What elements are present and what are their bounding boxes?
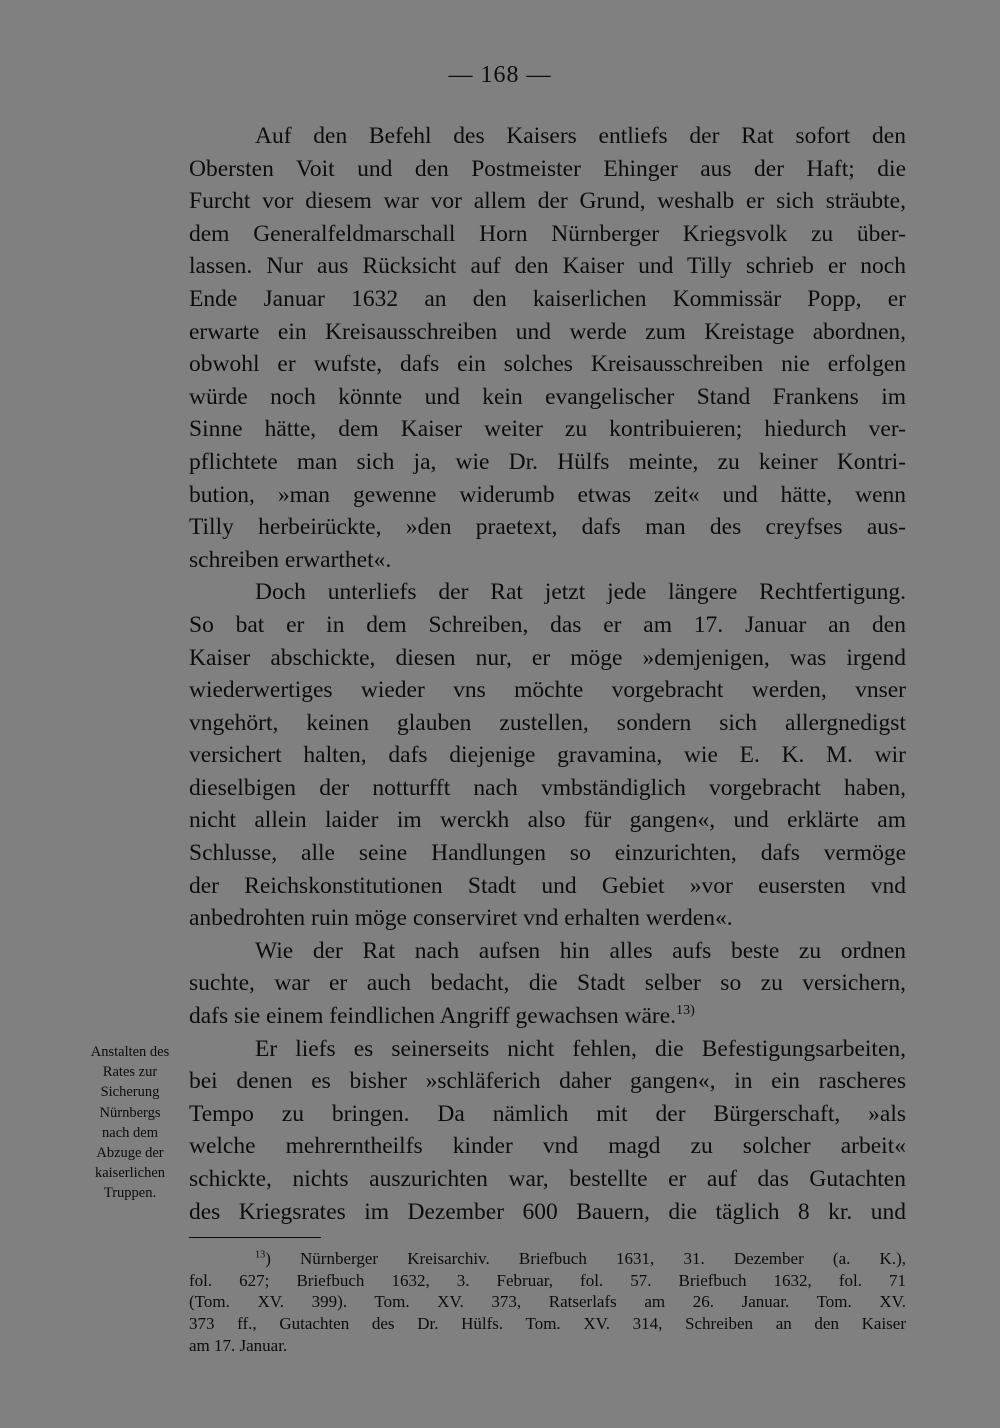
footnote-reference: 13) xyxy=(676,1002,695,1019)
footnotes xyxy=(189,1248,906,1356)
text-line: Tempo zu bringen. Da nämlich mit der Bürgerschaft, »als xyxy=(189,1100,906,1127)
text-line: Kaiser abschickte, diesen nur, er möge »demjenigen, was irgend xyxy=(189,644,906,671)
text-line: bution, »man gewenne widerumb etwas zeit« und hätte, wenn xyxy=(189,481,906,508)
footnote-line: fol. 627; Briefbuch 1632, 3. Februar, fol. 57. Briefbuch 1632, fol. 71 xyxy=(189,1270,906,1290)
margin-note-line: kaiserlichen xyxy=(94,1165,166,1182)
footnote-text: ) Nürnberger Kreisarchiv. Briefbuch 1631, 31. Dezember (a. K.), xyxy=(265,1249,906,1268)
text-line: Furcht vor diesem war vor allem der Grund, weshalb er sich sträubte, xyxy=(189,188,906,215)
footnote-line: (Tom. XV. 399). Tom. XV. 373, Ratserlafs am 26. Januar. Tom. XV. xyxy=(189,1292,906,1312)
text-line: versichert halten, dafs diejenige gravamina, wie E. K. M. wir xyxy=(189,742,906,769)
text-line: Ende Januar 1632 an den kaiserlichen Kommissär Popp, er xyxy=(189,285,906,312)
text-line: Schlusse, alle seine Handlungen so einzurichten, dafs vermöge xyxy=(189,840,906,867)
text-line: wiederwertiges wieder vns möchte vorgebracht werden, vnser xyxy=(189,677,906,704)
text-line: der Reichskonstitutionen Stadt und Gebiet »vor eusersten vnd xyxy=(189,872,906,899)
text-line: Er liefs es seinerseits nicht fehlen, die Befestigungsarbeiten, xyxy=(255,1035,906,1062)
text-line: dieselbigen der notturfft nach vmbständiglich vorgebracht haben, xyxy=(189,774,906,801)
footnote-line xyxy=(189,1248,906,1270)
text-line: erwarte ein Kreisausschreiben und werde zum Kreistage abordnen, xyxy=(189,318,906,345)
margin-note-line: Nürnbergs xyxy=(99,1104,161,1121)
margin-note-line: Anstalten des xyxy=(90,1044,170,1060)
footnote-line: 373 ff., Gutachten des Dr. Hülfs. Tom. XV. 314, Schreiben an den Kaiser xyxy=(189,1314,906,1334)
text-line: nicht allein laider im werckh also für gangen«, und erklärte am xyxy=(189,807,906,834)
text-line-with-footnote-ref xyxy=(189,1000,906,1033)
text-line: würde noch könnte und kein evangelischer Stand Frankens im xyxy=(189,383,906,410)
text-line: Obersten Voit und den Postmeister Ehinger aus der Haft; die xyxy=(189,155,906,182)
margin-note-line: Sicherung xyxy=(100,1084,160,1101)
margin-note xyxy=(74,1042,186,1204)
margin-note-line: nach dem xyxy=(102,1124,158,1141)
text-line: So bat er in dem Schreiben, das er am 17. Januar an den xyxy=(189,611,906,638)
footnote-divider xyxy=(189,1237,321,1238)
footnote-line: am 17. Januar. xyxy=(189,1335,288,1355)
text-line: pflichtete man sich ja, wie Dr. Hülfs meinte, zu keiner Kontri- xyxy=(189,448,906,475)
text-line: Doch unterliefs der Rat jetzt jede längere Rechtfertigung. xyxy=(255,579,906,606)
text-line: suchte, war er auch bedacht, die Stadt selber so zu versichern, xyxy=(189,970,906,997)
text-line: anbedrohten ruin möge conserviret vnd erhalten werden«. xyxy=(189,905,733,932)
text-line: Sinne hätte, dem Kaiser weiter zu kontribuieren; hiedurch ver- xyxy=(189,416,906,443)
text-line: schreiben erwarthet«. xyxy=(189,546,392,573)
margin-note-line: Rates zur xyxy=(102,1064,158,1081)
text-line: Auf den Befehl des Kaisers entliefs der Rat sofort den xyxy=(255,123,906,149)
text-line: dafs sie einem feindlichen Angriff gewachsen wäre. xyxy=(189,1003,677,1030)
footnote-number: 13 xyxy=(255,1249,266,1261)
text-line: Tilly herbeirückte, »den praetext, dafs man des creyfses aus- xyxy=(189,514,906,541)
text-line: dem Generalfeldmarschall Horn Nürnberger Kriegsvolk zu über- xyxy=(189,220,906,247)
text-line: bei denen es bisher »schläferich daher gangen«, in ein rascheres xyxy=(189,1068,906,1095)
text-line: obwohl er wufste, dafs ein solches Kreisausschreiben nie erfolgen xyxy=(189,351,906,378)
text-line: schickte, nichts auszurichten war, bestellte er auf das Gutachten xyxy=(189,1166,906,1192)
margin-note-line: Truppen. xyxy=(103,1185,157,1202)
text-line: des Kriegsrates im Dezember 600 Bauern, die täglich 8 kr. und xyxy=(189,1198,906,1225)
text-line: lassen. Nur aus Rücksicht auf den Kaiser und Tilly schrieb er noch xyxy=(189,253,906,280)
main-text xyxy=(189,120,906,1228)
text-line: welche mehrerntheilfs kinder vnd magd zu solcher arbeit« xyxy=(189,1133,906,1160)
margin-note-line: Abzuge der xyxy=(96,1145,164,1162)
page-number: — 168 — xyxy=(448,62,552,88)
text-line: vngehört, keinen glauben zustellen, sondern sich allergnedigst xyxy=(189,709,906,736)
text-line: Wie der Rat nach aufsen hin alles aufs beste zu ordnen xyxy=(255,937,906,964)
